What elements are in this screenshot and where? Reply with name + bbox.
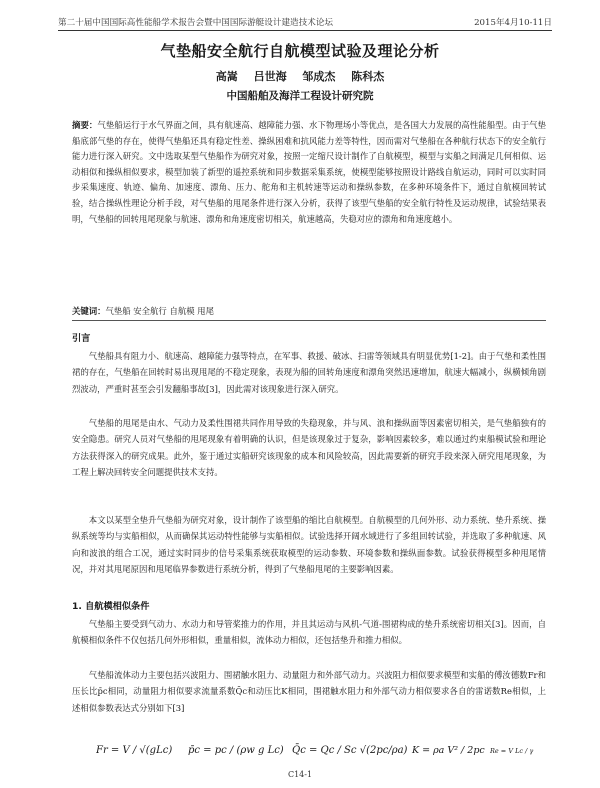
author-name: 高嵩 (215, 70, 238, 83)
author-name: 吕世海 (253, 70, 287, 83)
author-name: 陈科杰 (351, 70, 385, 83)
intro-paragraph-1: 气垫船具有阻力小、航速高、越障能力强等特点，在军事、救援、破冰、扫雷等领域具有明显优势[1-2]。由于气垫和柔性围裙的存在，气垫船在回转时易出现甩尾的不稳定现象，表现为船的回转角速度和漂角突然迅速增加，航速大幅减小，纵横倾角剧烈波动，严重时甚至会引发翻船事故[3]，因此需对该现象进行深入研究。 (72, 351, 546, 394)
section-heading-1: 1. 自航模相似条件 (72, 601, 150, 612)
page-number: C14-1 (287, 770, 313, 779)
running-header (58, 14, 552, 28)
formula-dynamic-pressure: K = ρa V² / 2pc (412, 745, 485, 756)
keywords-text: 气垫船 安全航行 自航模 甩尾 (105, 306, 214, 316)
paper-title: 气垫船安全航行自航模型试验及理论分析 (160, 42, 440, 60)
header-date: 2015年4月10-11日 (474, 18, 552, 28)
header-conference: 第二十届中国国际高性能船学术报告会暨中国国际游艇设计建造技术论坛 (58, 18, 334, 28)
affiliation: 中国船舶及海洋工程设计研究院 (226, 90, 374, 102)
author-name: 邹成杰 (302, 70, 336, 83)
section-heading-intro: 引言 (72, 333, 91, 344)
keywords-label: 关键词： (72, 306, 106, 316)
abstract-label: 摘要： (72, 120, 98, 130)
similarity-formulas (96, 735, 536, 763)
section1-paragraph-1: 气垫船主要受到气动力、水动力和导管桨推力的作用，并且其运动与风机-气道-围裙构成的垫升系统密切相关[3]。因而，自航模相似条件不仅包括几何外形相似，重量相似，流体动力相似，还包括垫升和推力相似。 (72, 619, 546, 646)
keywords (72, 305, 546, 317)
intro-paragraph-2: 气垫船的甩尾是由水、气动力及柔性围裙共同作用导致的失稳现象，并与风、浪和操纵面等因素密切相关，是气垫船独有的安全隐患。研究人员对气垫船的甩尾现象有着明确的认识，但是该现象过于复杂，影响因素较多，难以通过约束船模试验和理论方法获得深入的研究成果。此外，鉴于通过实船研究该现象的成本和风险较高，因此需要新的研究手段来深入研究甩尾现象，为工程上解决回转安全问题提供技术支持。 (72, 418, 546, 478)
abstract-text: 气垫船运行于水气界面之间，具有航速高、越障能力强、水下物理场小等优点，是各国大力发展的高性能船型。由于气垫船底部气垫的存在，使得气垫船还具有稳定性差、操纵困难和抗风能力差等特性，因而需对气垫船在各种航行状态下的安全航行能力进行深入研究。文中选取某型气垫船作为研究对象，按照一定缩尺设计制作了自航模型，模型与实船之间满足几何相似、运动相似和操纵相似要求，模型加装了新型的遥控系统和同步数据采集系统，使模型能够按照设计路线自航运动，同时可以实时同步采集速度、轨迹、偏角、加速度、漂角、压力、舵角和主机转速等运动和操纵参数，在多种环境条件下，通过自航模回转试验，结合操纵性理论分析手段，对气垫船的甩尾条件进行深入分析，获得了该型气垫船的安全航行特性及运动规律，试验结果表明，气垫船的回转甩尾现象与航速、漂角和角速度密切相关，航速越高，失稳对应的漂角和角速度越小。 (72, 120, 547, 224)
formula-pressure-length: p̄c = pc / (ρw g Lc) (188, 745, 284, 756)
formula-reynolds: Re = V Lc / γ (490, 747, 534, 755)
header-rule (58, 30, 552, 31)
abstract-divider (72, 320, 546, 321)
abstract (72, 118, 546, 227)
author-list (0, 68, 600, 84)
section1-paragraph-2: 气垫船流体动力主要包括兴波阻力、围裙触水阻力、动量阻力和外部气动力。兴波阻力相似要求模型和实船的傅汝德数Fr和压长比p̄c相同，动量阻力相似要求流量系数Q̄c和动压比K相同，围裙触水阻力和外部气动力相似要求各自的雷诺数Re相似，上述相似参数表达式分别如下[3] (72, 670, 546, 713)
formula-froude: Fr = V / √(gLc) (96, 745, 173, 756)
formula-flow-coefficient: Q̄c = Qc / Sc √(2pc/ρa) (292, 745, 408, 756)
intro-paragraph-3: 本文以某型全垫升气垫船为研究对象，设计制作了该型船的缩比自航模型。自航模型的几何外形、动力系统、垫升系统、操纵系统等均与实船相似，从而确保其运动特性能够与实船相似。试验选择开阔水域进行了多组回转试验，并选取了多种航速、风向和波浪的组合工况，通过实时同步的信号采集系统获取模型的运动参数、环境参数和操纵面参数。试验获得模型多种甩尾情况，并对其甩尾原因和甩尾临界参数进行系统分析，得到了气垫船甩尾的主要影响因素。 (72, 515, 546, 575)
